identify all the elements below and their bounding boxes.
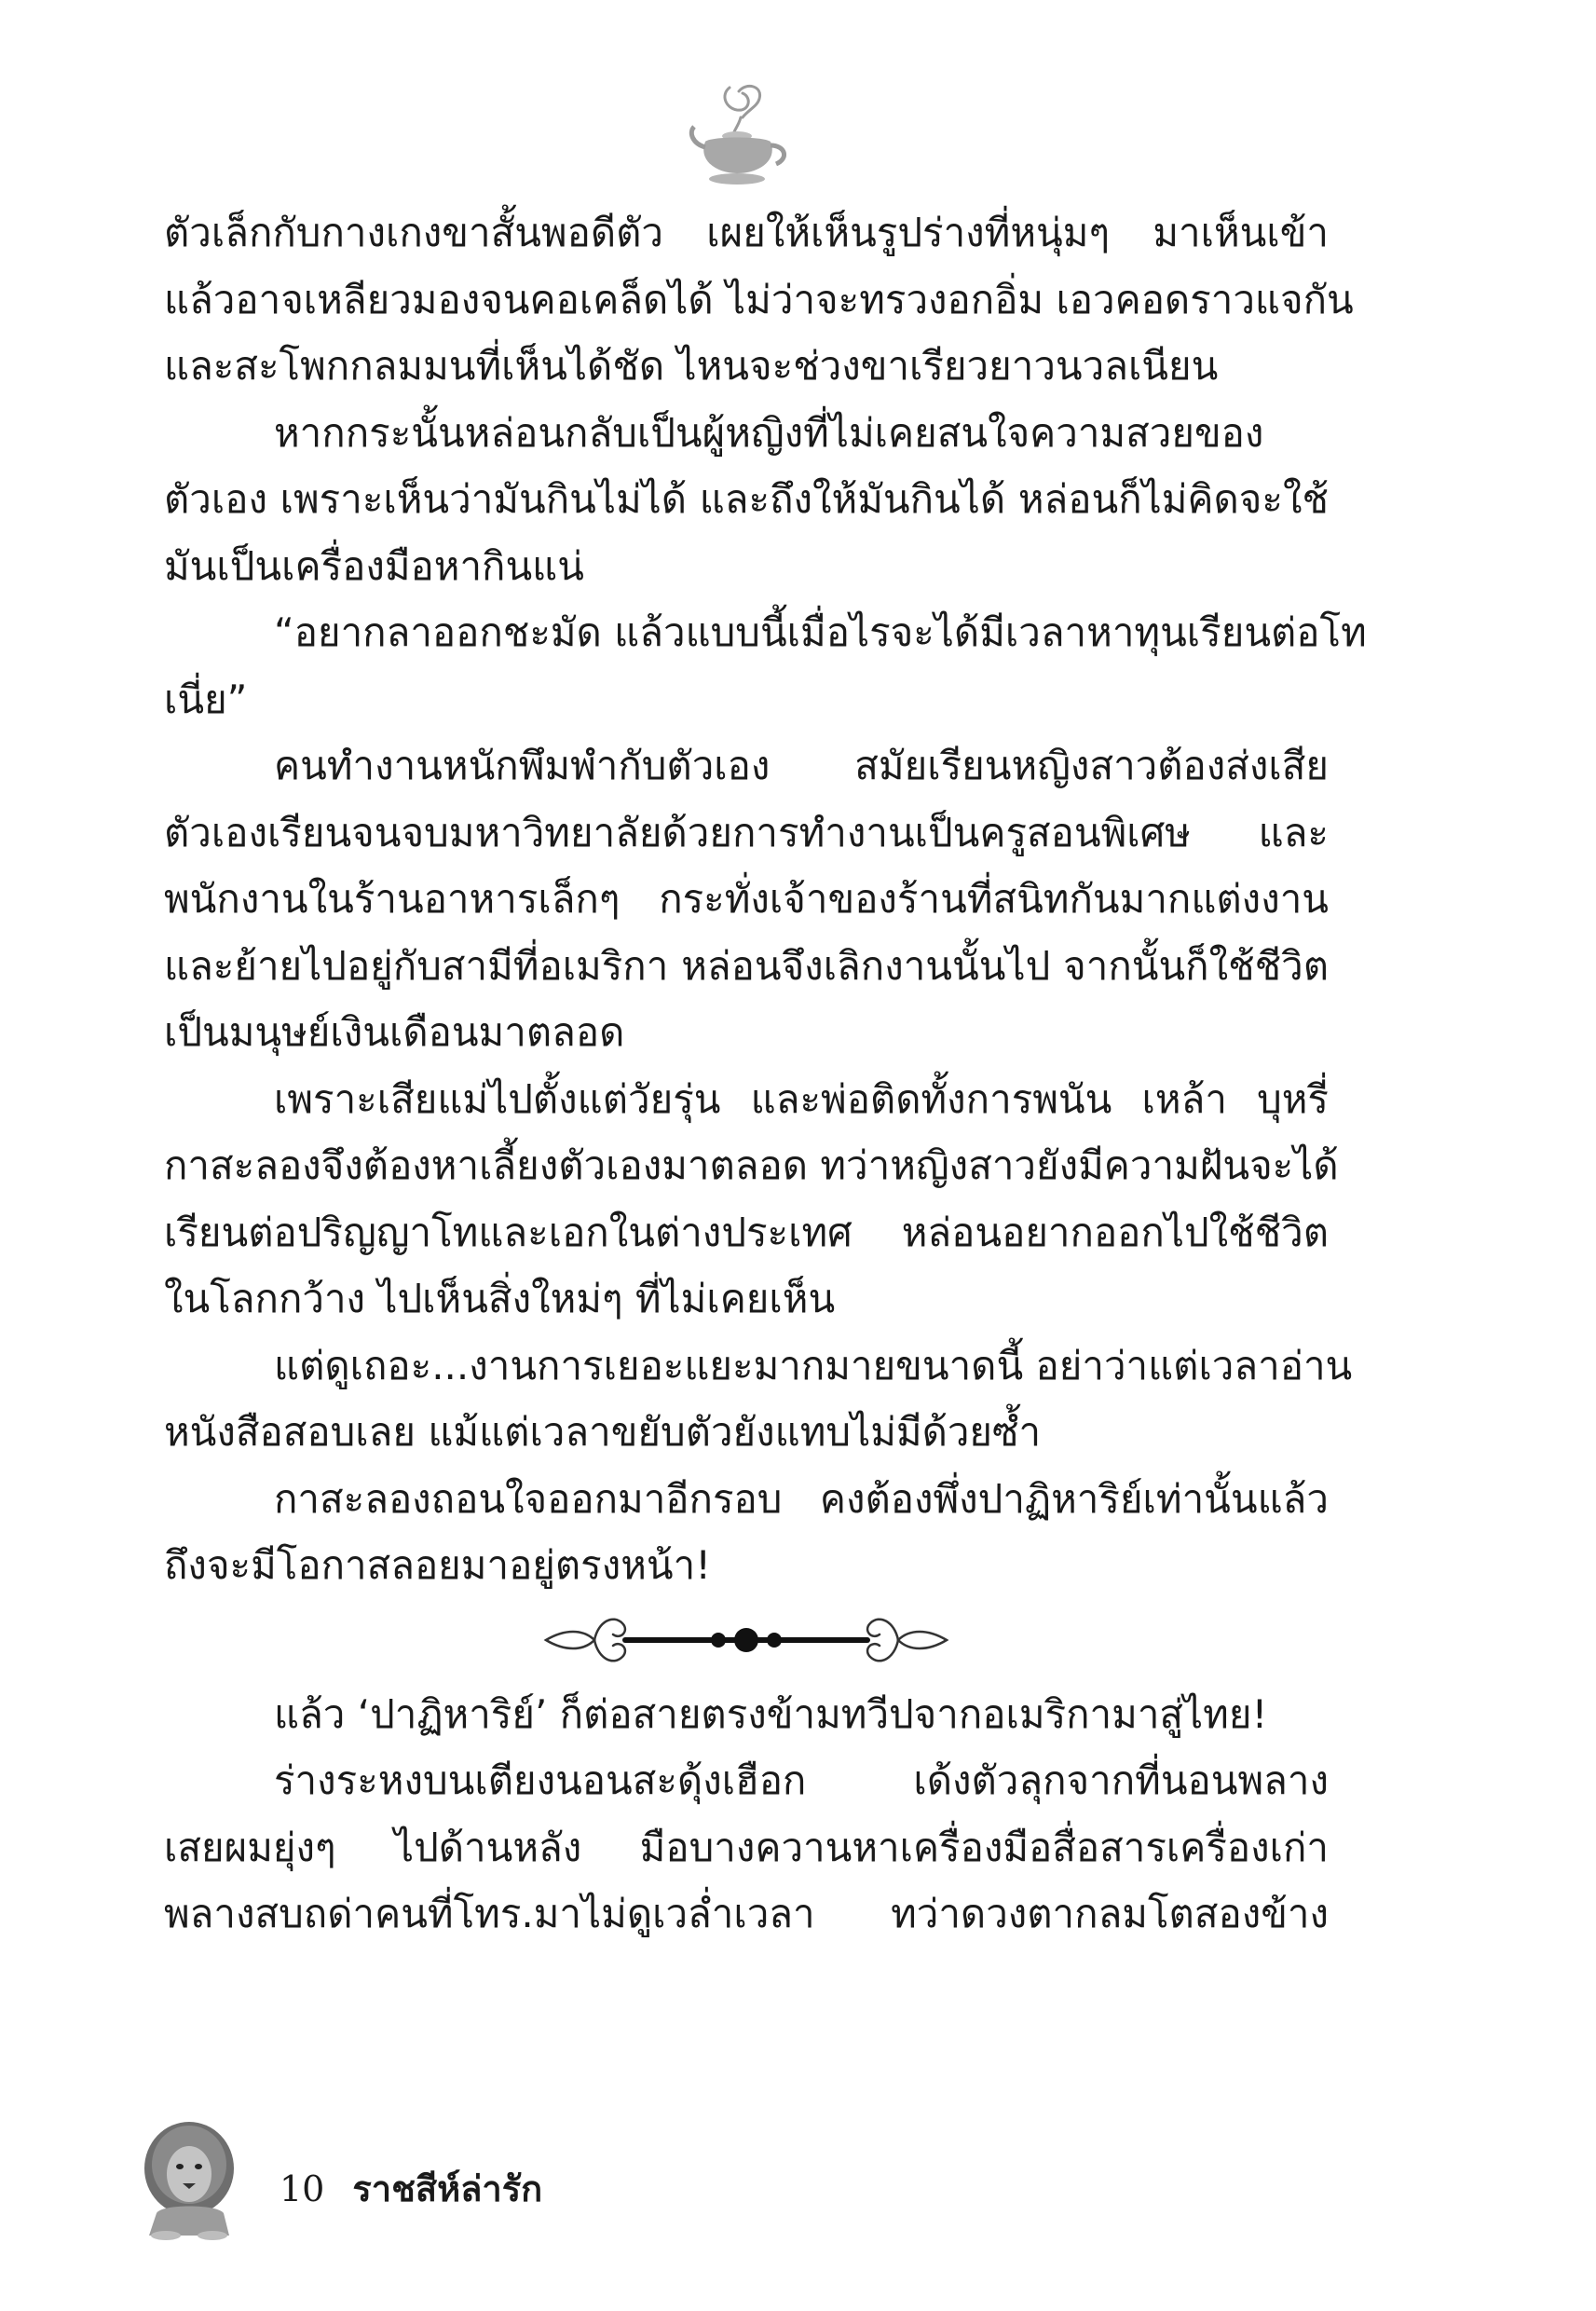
text-line: หนังสือสอบเลย แม้แต่เวลาขยับตัวยังแทบไม่มีด้วยซ้ำ bbox=[164, 1409, 1042, 1455]
text-line: ตัวเองเรียนจนจบมหาวิทยาลัยด้วยการทำงานเป็นครูสอนพิเศษ และ bbox=[164, 809, 1329, 855]
paragraph bbox=[164, 1747, 1329, 1948]
text-line: และสะโพกกลมมนที่เห็นได้ชัด ไหนจะช่วงขาเรียวยาวนวลเนียน bbox=[164, 343, 1219, 389]
body-text bbox=[164, 199, 1367, 1948]
text-line: ในโลกกว้าง ไปเห็นสิ่งใหม่ๆ ที่ไม่เคยเห็น bbox=[164, 1276, 836, 1321]
paragraph bbox=[164, 732, 1329, 1066]
paragraph bbox=[164, 199, 1354, 400]
text-line: หากกระนั้นหล่อนกลับเป็นผู้หญิงที่ไม่เคยสนใจความสวยของ bbox=[274, 409, 1264, 456]
text-line: เนี่ย” bbox=[164, 676, 248, 722]
book-title: ราชสีห์ล่ารัก bbox=[352, 2168, 543, 2209]
paragraph bbox=[164, 1681, 1329, 1748]
text-line: กาสะลองจึงต้องหาเลี้ยงตัวเองมาตลอด ทว่าหญิงสาวยังมีความฝันจะได้ bbox=[164, 1142, 1339, 1188]
text-line: กาสะลองถอนใจออกมาอีกรอบ คงต้องพึ่งปาฏิหาริย์เท่านั้นแล้ว bbox=[274, 1475, 1329, 1522]
text-line: ร่างระหงบนเตียงนอนสะดุ้งเฮือก เด้งตัวลุกจากที่นอนพลาง bbox=[274, 1757, 1329, 1803]
text-line: และย้ายไปอยู่กับสามีที่อเมริกา หล่อนจึงเลิกงานนั้นไป จากนั้นก็ใช้ชีวิต bbox=[164, 942, 1329, 989]
text-line: เสยผมยุ่งๆ ไปด้านหลัง มือบางควานหาเครื่องมือสื่อสารเครื่องเก่า bbox=[164, 1824, 1329, 1870]
text-line: คนทำงานหนักพึมพำกับตัวเอง สมัยเรียนหญิงสาวต้องส่งเสีย bbox=[274, 743, 1329, 788]
page-number: 10 bbox=[280, 2168, 325, 2209]
paragraph bbox=[164, 400, 1329, 600]
text-line: แล้วอาจเหลียวมองจนคอเคล็ดได้ ไม่ว่าจะทรวงอกอิ่ม เอวคอดราวแจกัน bbox=[164, 276, 1354, 322]
teapot-genie-ornament-icon bbox=[685, 76, 797, 198]
text-line: ตัวเล็กกับกางเกงขาสั้นพอดีตัว เผยให้เห็นรูปร่างที่หนุ่มๆ มาเห็นเข้า bbox=[164, 210, 1329, 255]
paragraph bbox=[164, 599, 1367, 732]
paragraph bbox=[164, 1066, 1339, 1333]
page-footer bbox=[280, 2160, 542, 2217]
text-line: แต่ดูเถอะ...งานการเยอะแยะมากมายขนาดนี้ อย่าว่าแต่เวลาอ่าน bbox=[274, 1342, 1353, 1388]
text-line: พนักงานในร้านอาหารเล็กๆ กระทั่งเจ้าของร้านที่สนิทกันมากแต่งงาน bbox=[164, 876, 1329, 922]
text-line: พลางสบถด่าคนที่โทร.มาไม่ดูเวล่ำเวลา ทว่าดวงตากลมโตสองข้าง bbox=[164, 1891, 1329, 1936]
scene-divider bbox=[164, 1599, 1329, 1681]
text-line: แล้ว ‘ปาฏิหาริย์’ ก็ต่อสายตรงข้ามทวีปจากอเมริกามาสู่ไทย! bbox=[274, 1690, 1268, 1737]
text-line: มันเป็นเครื่องมือหากินแน่ bbox=[164, 542, 584, 589]
lion-icon bbox=[138, 2120, 240, 2241]
text-line: ถึงจะมีโอกาสลอยมาอยู่ตรงหน้า! bbox=[164, 1542, 712, 1588]
scroll-divider-ornament-icon bbox=[537, 1603, 956, 1677]
text-line: เป็นมนุษย์เงินเดือนมาตลอด bbox=[164, 1009, 625, 1055]
paragraph bbox=[164, 1466, 1329, 1599]
text-line: เพราะเสียแม่ไปตั้งแต่วัยรุ่น และพ่อติดทั้งการพนัน เหล้า บุหรี่ bbox=[274, 1075, 1329, 1122]
text-line: “อยากลาออกชะมัด แล้วแบบนี้เมื่อไรจะได้มีเวลาหาทุนเรียนต่อโท bbox=[274, 609, 1367, 655]
text-line: ตัวเอง เพราะเห็นว่ามันกินไม่ได้ และถึงให้มันกินได้ หล่อนก็ไม่คิดจะใช้ bbox=[164, 476, 1329, 522]
paragraph bbox=[164, 1333, 1353, 1466]
text-line: เรียนต่อปริญญาโทและเอกในต่างประเทศ หล่อนอยากออกไปใช้ชีวิต bbox=[164, 1209, 1329, 1255]
